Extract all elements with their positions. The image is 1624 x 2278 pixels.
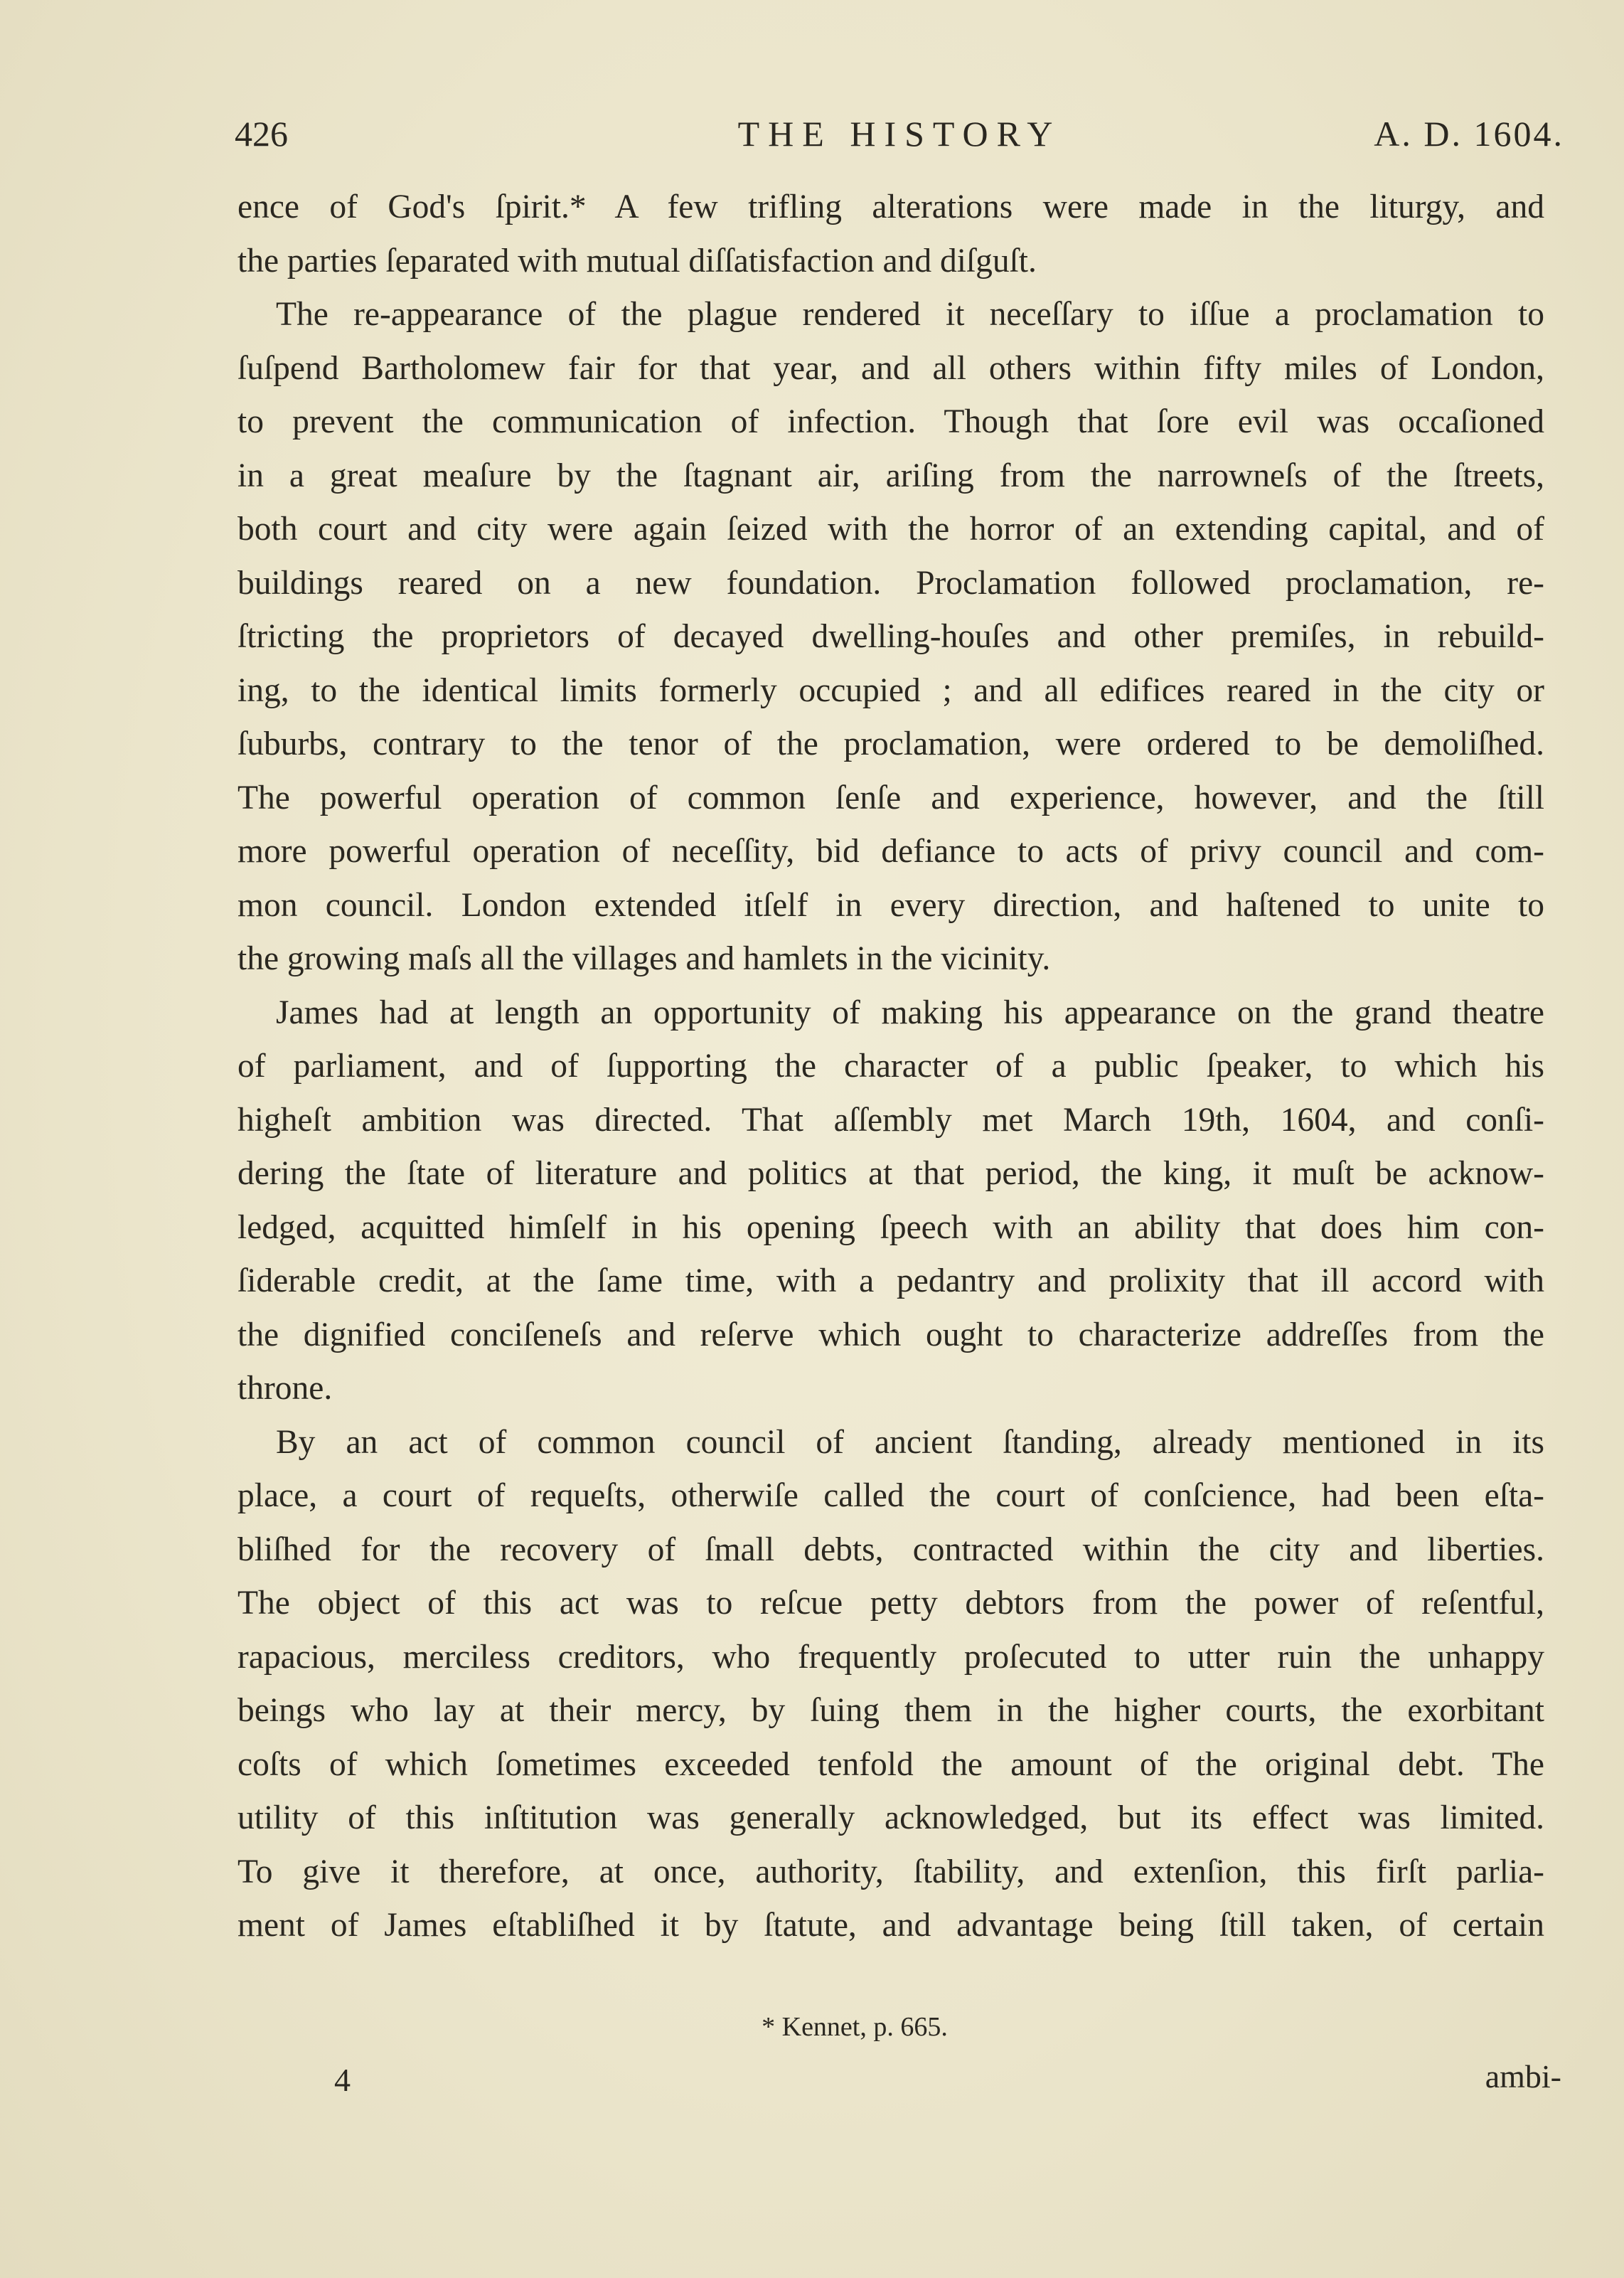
signature-mark: 4 bbox=[334, 2062, 351, 2098]
text-line: ledged, acquitted himſelf in his opening ſpeech with an ability that does him con- bbox=[237, 1208, 1544, 1246]
page-header bbox=[235, 105, 1564, 162]
text-line: To give it therefore, at once, authority, ſtability, and extenſion, this firſt parlia- bbox=[237, 1853, 1544, 1890]
text-line: ment of James eſtabliſhed it by ſtatute, and advantage being ſtill taken, of certain bbox=[237, 1907, 1544, 1944]
text-line: ing, to the identical limits formerly occupied ; and all edifices reared in the city or bbox=[237, 671, 1544, 709]
text-line: the growing maſs all the villages and hamlets in the vicinity. bbox=[237, 940, 1051, 977]
text-line: The re-appearance of the plague rendered it neceſſary to iſſue a proclamation to bbox=[276, 296, 1544, 333]
text-line: The object of this act was to reſcue petty debtors from the power of reſentful, bbox=[237, 1585, 1544, 1622]
text-line: beings who lay at their mercy, by ſuing them in the higher courts, the exorbitant bbox=[237, 1692, 1544, 1729]
text-line: of parliament, and of ſupporting the character of a public ſpeaker, to which his bbox=[237, 1048, 1544, 1085]
text-line: ſtricting the proprietors of decayed dwelling-houſes and other premiſes, in rebuild- bbox=[237, 618, 1544, 655]
text-line: to prevent the communication of infection. Though that ſore evil was occaſioned bbox=[237, 403, 1544, 440]
text-line: throne. bbox=[237, 1370, 333, 1407]
text-line: ſuburbs, contrary to the tenor of the proclamation, were ordered to be demoliſhed. bbox=[237, 725, 1544, 762]
running-title: THE HISTORY bbox=[737, 114, 1062, 154]
text-line: the dignified conciſeneſs and reſerve which ought to characterize addreſſes from the bbox=[237, 1316, 1544, 1353]
page-number: 426 bbox=[235, 114, 288, 154]
text-line: ſuſpend Bartholomew fair for that year, and all others within fifty miles of London, bbox=[237, 349, 1544, 387]
text-line: ſiderable credit, at the ſame time, with a pedantry and prolixity that ill accord with bbox=[237, 1262, 1544, 1299]
text-line: both court and city were again ſeized with the horror of an extending capital, and of bbox=[237, 511, 1544, 548]
text-line: rapacious, merciless creditors, who frequently proſecuted to utter ruin the unhappy bbox=[237, 1638, 1544, 1676]
text-line: buildings reared on a new foundation. Proclamation followed proclamation, re- bbox=[237, 564, 1544, 602]
running-year: A. D. 1604. bbox=[1374, 114, 1564, 154]
text-line: By an act of common council of ancient ſtanding, already mentioned in its bbox=[276, 1423, 1544, 1461]
text-line: ence of God's ſpirit.* A few trifling alterations were made in the liturgy, and bbox=[237, 188, 1544, 225]
text-line: James had at length an opportunity of making his appearance on the grand theatre bbox=[276, 994, 1544, 1031]
text-line: the parties ſeparated with mutual diſſatisfaction and diſguſt. bbox=[237, 242, 1037, 280]
text-line: coſts of which ſometimes exceeded tenfold the amount of the original debt. The bbox=[237, 1745, 1544, 1783]
text-line: bliſhed for the recovery of ſmall debts, contracted within the city and liberties. bbox=[237, 1531, 1544, 1568]
body-text bbox=[237, 181, 1544, 1953]
text-line: place, a court of requeſts, otherwiſe called the court of conſcience, had been eſta- bbox=[237, 1477, 1544, 1514]
text-line: in a great meaſure by the ſtagnant air, ariſing from the narrowneſs of the ſtreets, bbox=[237, 457, 1544, 494]
catchword: ambi- bbox=[1485, 2058, 1561, 2095]
text-line: higheſt ambition was directed. That aſſembly met March 19th, 1604, and conſi- bbox=[237, 1101, 1544, 1139]
text-line: dering the ſtate of literature and politics at that period, the king, it muſt be acknow- bbox=[237, 1155, 1544, 1192]
text-line: mon council. London extended itſelf in every direction, and haſtened to unite to bbox=[237, 886, 1544, 924]
text-line: The powerful operation of common ſenſe and experience, however, and the ſtill bbox=[237, 779, 1544, 816]
text-line: utility of this inſtitution was generally acknowledged, but its effect was limited. bbox=[237, 1799, 1544, 1836]
text-line: more powerful operation of neceſſity, bid defiance to acts of privy council and com- bbox=[237, 833, 1544, 870]
footnote: * Kennet, p. 665. bbox=[762, 2012, 948, 2042]
